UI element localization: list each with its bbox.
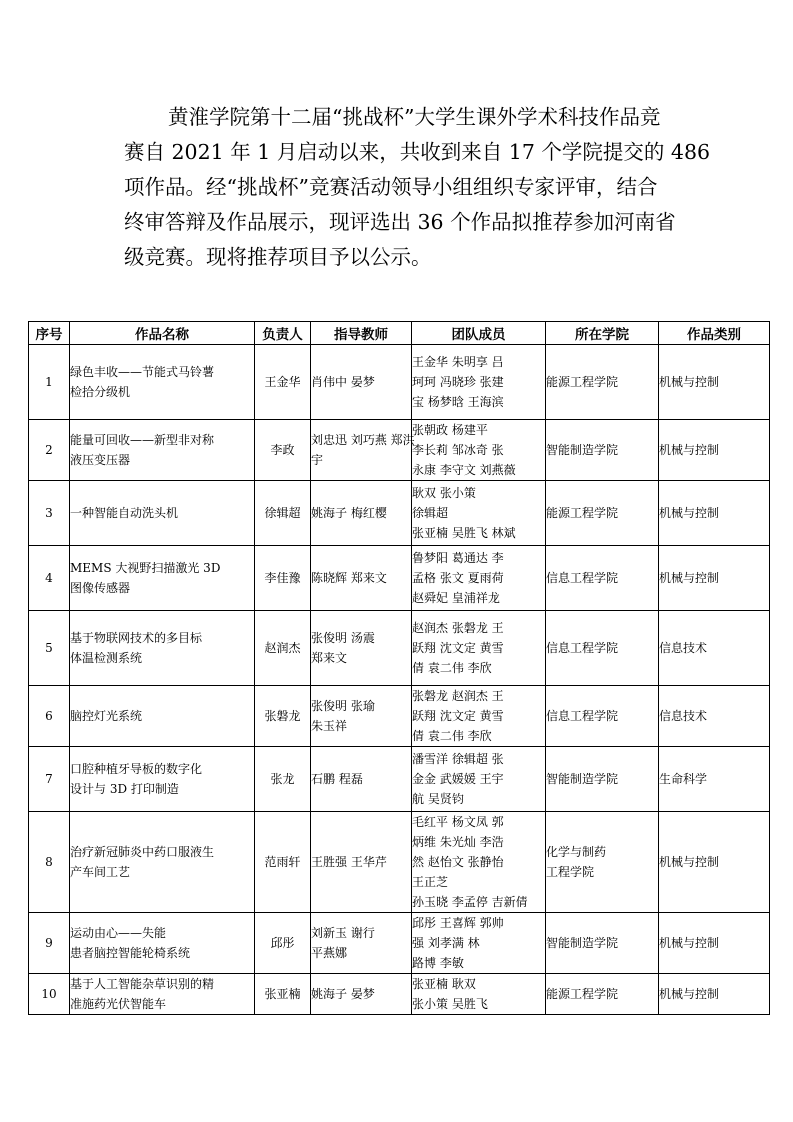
cell-line: 邱彤 王喜辉 郭帅 bbox=[412, 916, 504, 930]
cell-title bbox=[70, 812, 255, 913]
table-row bbox=[29, 747, 770, 812]
cell-line: 永康 李守文 刘燕薇 bbox=[412, 463, 516, 477]
cell-lead: 李政 bbox=[255, 420, 311, 481]
cell-line: 张俊明 汤震 bbox=[311, 631, 375, 645]
cell-line: 金金 武媛媛 王宇 bbox=[412, 772, 504, 786]
cell-college: 能源工程学院 bbox=[546, 345, 659, 420]
cell-index: 4 bbox=[29, 546, 70, 611]
cell-advisors: 肖伟中 晏梦 bbox=[311, 345, 412, 420]
cell-line: 液压变压器 bbox=[70, 453, 131, 467]
cell-line: 路博 李敏 bbox=[412, 956, 464, 970]
cell-team bbox=[412, 546, 546, 611]
table-row bbox=[29, 913, 770, 974]
cell-title bbox=[70, 747, 255, 812]
cell-line: MEMS 大视野扫描激光 3D bbox=[70, 561, 221, 575]
cell-line: 跃翔 沈文定 黄雪 bbox=[412, 709, 504, 723]
cell-title bbox=[70, 974, 255, 1015]
cell-index: 1 bbox=[29, 345, 70, 420]
intro-paragraph bbox=[124, 100, 711, 275]
cell-advisors: 姚海子 梅红樱 bbox=[311, 481, 412, 546]
cell-lead: 范雨轩 bbox=[255, 812, 311, 913]
intro-line: 终审答辩及作品展示，现评选出 36 个作品拟推荐参加河南省 bbox=[124, 210, 676, 234]
cell-advisors: 王胜强 王华芹 bbox=[311, 812, 412, 913]
cell-title bbox=[70, 611, 255, 686]
cell-category: 机械与控制 bbox=[659, 345, 770, 420]
table-row bbox=[29, 611, 770, 686]
cell-line: 治疗新冠肺炎中药口服液生 bbox=[70, 845, 215, 859]
cell-line: 倩 袁二伟 李欣 bbox=[412, 661, 492, 675]
cell-college: 信息工程学院 bbox=[546, 686, 659, 747]
cell-index: 5 bbox=[29, 611, 70, 686]
cell-advisors: 石鹏 程磊 bbox=[311, 747, 412, 812]
cell-team bbox=[412, 913, 546, 974]
cell-team bbox=[412, 481, 546, 546]
table-row bbox=[29, 812, 770, 913]
header-title: 作品名称 bbox=[70, 322, 255, 345]
cell-line: 化学与制药 bbox=[546, 845, 607, 859]
cell-team bbox=[412, 974, 546, 1015]
cell-line: 准施药光伏智能车 bbox=[70, 997, 167, 1011]
cell-lead: 赵润杰 bbox=[255, 611, 311, 686]
cell-category: 机械与控制 bbox=[659, 420, 770, 481]
cell-lead: 李佳豫 bbox=[255, 546, 311, 611]
cell-category: 机械与控制 bbox=[659, 913, 770, 974]
cell-line: 张小策 吴胜飞 bbox=[412, 997, 488, 1011]
cell-line: 体温检测系统 bbox=[70, 651, 143, 665]
table-row bbox=[29, 686, 770, 747]
cell-lead: 徐辑超 bbox=[255, 481, 311, 546]
cell-college: 能源工程学院 bbox=[546, 974, 659, 1015]
cell-line: 张亚楠 耿双 bbox=[412, 977, 476, 991]
cell-line: 刘新玉 谢行 bbox=[311, 926, 375, 940]
cell-line: 潘雪洋 徐辑超 张 bbox=[412, 752, 504, 766]
cell-line: 运动由心——失能 bbox=[70, 926, 167, 940]
cell-line: 郑来文 bbox=[311, 651, 348, 665]
cell-team bbox=[412, 686, 546, 747]
cell-advisors bbox=[311, 913, 412, 974]
table-row bbox=[29, 546, 770, 611]
cell-title: 脑控灯光系统 bbox=[70, 686, 255, 747]
cell-advisors bbox=[311, 686, 412, 747]
cell-title bbox=[70, 345, 255, 420]
cell-category: 机械与控制 bbox=[659, 481, 770, 546]
cell-title bbox=[70, 420, 255, 481]
cell-team bbox=[412, 747, 546, 812]
cell-college: 信息工程学院 bbox=[546, 611, 659, 686]
cell-line: 刘忠迅 刘巧燕 郑洪 bbox=[311, 433, 415, 447]
cell-line: 设计与 3D 打印制造 bbox=[70, 782, 179, 796]
cell-line: 李长莉 邹冰奇 张 bbox=[412, 443, 504, 457]
table-header-row bbox=[29, 322, 770, 345]
cell-college: 能源工程学院 bbox=[546, 481, 659, 546]
cell-index: 3 bbox=[29, 481, 70, 546]
cell-line: 宝 杨梦晗 王海滨 bbox=[412, 395, 504, 409]
cell-category: 机械与控制 bbox=[659, 546, 770, 611]
recommended-projects-table bbox=[28, 321, 770, 1015]
cell-category: 信息技术 bbox=[659, 686, 770, 747]
cell-index: 7 bbox=[29, 747, 70, 812]
header-college: 所在学院 bbox=[546, 322, 659, 345]
cell-index: 2 bbox=[29, 420, 70, 481]
cell-line: 珂珂 冯晓珍 张建 bbox=[412, 375, 504, 389]
cell-index: 9 bbox=[29, 913, 70, 974]
intro-line: 赛自 2021 年 1 月启动以来，共收到来自 17 个学院提交的 486 bbox=[124, 140, 711, 164]
header-advisors: 指导教师 bbox=[311, 322, 412, 345]
cell-line: 基于人工智能杂草识别的精 bbox=[70, 977, 215, 991]
cell-team bbox=[412, 345, 546, 420]
cell-college: 智能制造学院 bbox=[546, 913, 659, 974]
table-row bbox=[29, 420, 770, 481]
cell-line: 能量可回收——新型非对称 bbox=[70, 433, 215, 447]
cell-lead: 邱彤 bbox=[255, 913, 311, 974]
cell-line: 图像传感器 bbox=[70, 581, 131, 595]
cell-line: 赵润杰 张磐龙 王 bbox=[412, 621, 504, 635]
cell-line: 王正芝 bbox=[412, 875, 449, 889]
cell-advisors bbox=[311, 420, 415, 481]
cell-line: 患者脑控智能轮椅系统 bbox=[70, 946, 191, 960]
cell-line: 孙玉晓 李孟停 吉新倩 bbox=[412, 895, 528, 909]
cell-line: 工程学院 bbox=[546, 865, 595, 879]
cell-line: 王金华 朱明享 吕 bbox=[412, 355, 504, 369]
cell-college: 智能制造学院 bbox=[546, 747, 659, 812]
cell-line: 基于物联网技术的多目标 bbox=[70, 631, 203, 645]
cell-advisors: 陈晓辉 郑来文 bbox=[311, 546, 412, 611]
cell-college: 智能制造学院 bbox=[546, 420, 659, 481]
cell-line: 然 赵怡文 张静怡 bbox=[412, 855, 504, 869]
cell-line: 跃翔 沈文定 黄雪 bbox=[412, 641, 504, 655]
cell-line: 孟格 张文 夏雨荷 bbox=[412, 571, 504, 585]
cell-line: 徐辑超 bbox=[412, 506, 449, 520]
cell-line: 张亚楠 吴胜飞 林斌 bbox=[412, 526, 516, 540]
cell-index: 8 bbox=[29, 812, 70, 913]
cell-index: 6 bbox=[29, 686, 70, 747]
cell-line: 绿色丰收——节能式马铃薯 bbox=[70, 365, 215, 379]
header-index: 序号 bbox=[29, 322, 70, 345]
cell-line: 宇 bbox=[311, 453, 324, 467]
cell-line: 倩 袁二伟 李欣 bbox=[412, 729, 492, 743]
cell-line: 张俊明 张瑜 bbox=[311, 699, 375, 713]
table-row bbox=[29, 481, 770, 546]
cell-category: 机械与控制 bbox=[659, 812, 770, 913]
intro-line: 黄淮学院第十二届“挑战杯”大学生课外学术科技作品竞 bbox=[168, 105, 661, 129]
cell-line: 口腔种植牙导板的数字化 bbox=[70, 762, 203, 776]
cell-advisors: 姚海子 晏梦 bbox=[311, 974, 412, 1015]
cell-line: 张朝政 杨建平 bbox=[412, 423, 488, 437]
cell-college: 信息工程学院 bbox=[546, 546, 659, 611]
cell-line: 耿双 张小策 bbox=[412, 486, 476, 500]
cell-category: 机械与控制 bbox=[659, 974, 770, 1015]
cell-line: 鲁梦阳 葛通达 李 bbox=[412, 551, 504, 565]
intro-line: 项作品。经“挑战杯”竞赛活动领导小组组织专家评审，结合 bbox=[124, 175, 658, 199]
cell-line: 毛红平 杨文凤 郭 bbox=[412, 815, 504, 829]
cell-lead: 王金华 bbox=[255, 345, 311, 420]
intro-line: 级竞赛。现将推荐项目予以公示。 bbox=[124, 245, 432, 269]
table-row bbox=[29, 974, 770, 1015]
cell-team bbox=[412, 420, 546, 481]
cell-line: 航 吴贤钧 bbox=[412, 792, 464, 806]
cell-lead: 张亚楠 bbox=[255, 974, 311, 1015]
cell-line: 炳维 朱光灿 李浩 bbox=[412, 835, 504, 849]
cell-line: 朱玉祥 bbox=[311, 719, 348, 733]
cell-lead: 张磐龙 bbox=[255, 686, 311, 747]
cell-line: 赵舜妃 皇浦祥龙 bbox=[412, 591, 500, 605]
cell-team bbox=[412, 812, 546, 913]
cell-line: 平燕娜 bbox=[311, 946, 348, 960]
cell-line: 检拾分级机 bbox=[70, 385, 131, 399]
cell-advisors bbox=[311, 611, 412, 686]
cell-line: 强 刘孝满 林 bbox=[412, 936, 480, 950]
cell-title bbox=[70, 546, 255, 611]
cell-line: 产车间工艺 bbox=[70, 865, 131, 879]
header-team: 团队成员 bbox=[412, 322, 546, 345]
cell-title: 一种智能自动洗头机 bbox=[70, 481, 255, 546]
cell-college bbox=[546, 812, 659, 913]
header-lead: 负责人 bbox=[255, 322, 311, 345]
cell-line: 张磐龙 赵润杰 王 bbox=[412, 689, 504, 703]
cell-category: 生命科学 bbox=[659, 747, 770, 812]
cell-lead: 张龙 bbox=[255, 747, 311, 812]
cell-category: 信息技术 bbox=[659, 611, 770, 686]
header-category: 作品类别 bbox=[659, 322, 770, 345]
cell-title bbox=[70, 913, 255, 974]
cell-index: 10 bbox=[29, 974, 70, 1015]
table-row bbox=[29, 345, 770, 420]
cell-team bbox=[412, 611, 546, 686]
